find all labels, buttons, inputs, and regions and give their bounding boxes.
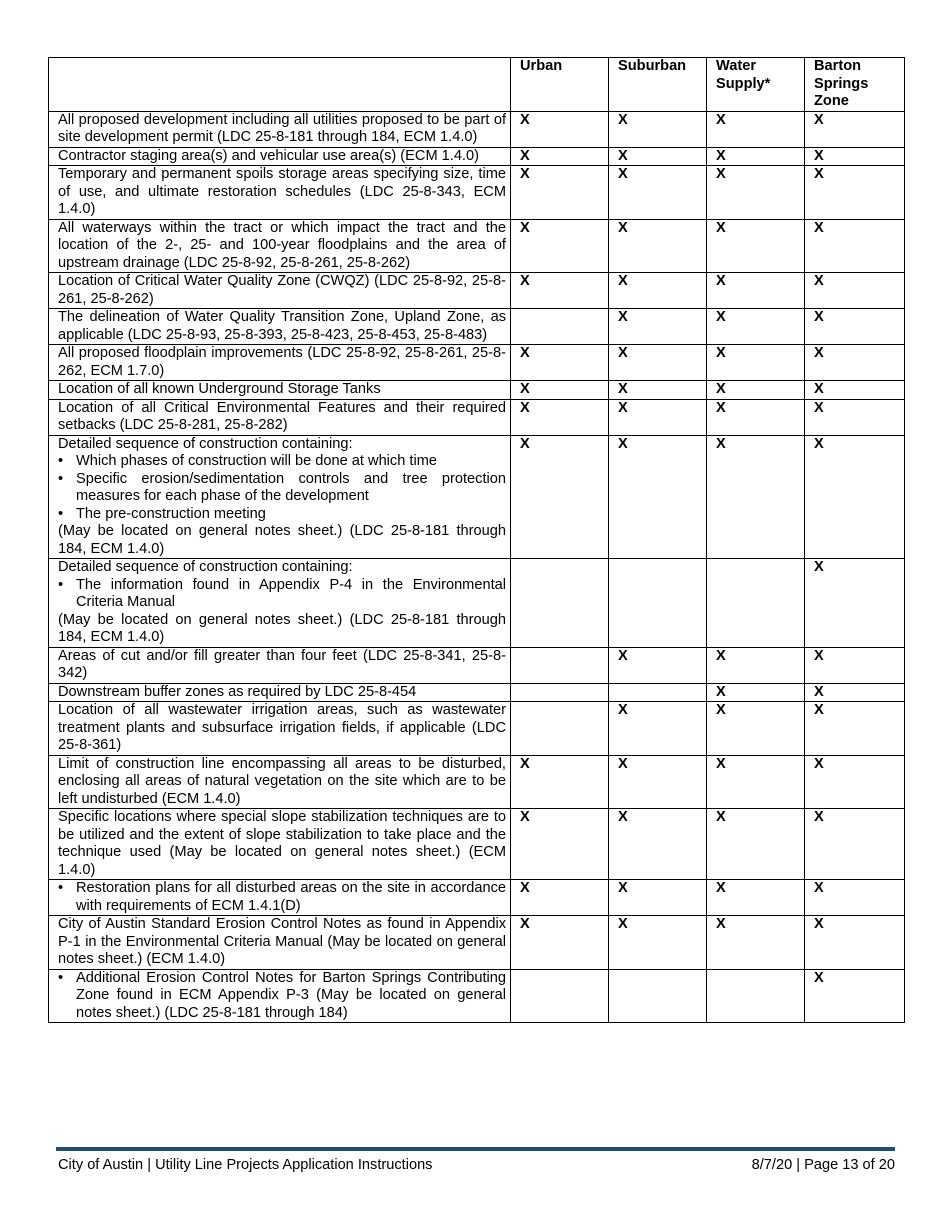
description-text: Temporary and permanent spoils storage areas specifying size, time of use, and ultimate restoration schedules (LDC 25-8-343, ECM 1.4.0) (58, 166, 506, 217)
table-header-row (49, 58, 905, 112)
mark-water-supply: X (707, 399, 805, 435)
footer-page-info: 8/7/20 | Page 13 of 20 (751, 1157, 895, 1173)
requirement-description (49, 219, 511, 273)
mark-urban (511, 559, 609, 648)
requirement-description (49, 147, 511, 166)
table-row (49, 916, 905, 970)
mark-suburban: X (609, 880, 707, 916)
requirement-description (49, 755, 511, 809)
requirement-description (49, 647, 511, 683)
requirement-description (49, 111, 511, 147)
mark-suburban: X (609, 435, 707, 559)
table-row (49, 809, 905, 880)
requirement-description (49, 683, 511, 702)
mark-urban: X (511, 755, 609, 809)
description-text: Areas of cut and/or fill greater than four feet (LDC 25-8-341, 25-8-342) (58, 647, 506, 681)
mark-water-supply: X (707, 273, 805, 309)
bullet-item (58, 880, 506, 915)
mark-barton-springs-zone: X (805, 647, 905, 683)
mark-suburban: X (609, 166, 707, 220)
requirement-description (49, 809, 511, 880)
mark-water-supply: X (707, 345, 805, 381)
table-row (49, 111, 905, 147)
table-row (49, 147, 905, 166)
table-row (49, 435, 905, 559)
mark-water-supply: X (707, 381, 805, 400)
description-text: (May be located on general notes sheet.) (LDC 25-8-181 through 184, ECM 1.4.0) (58, 523, 506, 557)
mark-water-supply (707, 559, 805, 648)
mark-water-supply: X (707, 683, 805, 702)
description-text: All waterways within the tract or which impact the tract and the location of the 2-, 25- and 100-year floodplains and the area of upstream drainage (LDC 25-8-92, 25-8-261, 25-8-262) (58, 219, 506, 271)
mark-urban: X (511, 381, 609, 400)
mark-barton-springs-zone: X (805, 916, 905, 970)
footer-title: City of Austin | Utility Line Projects Application Instructions (58, 1157, 433, 1173)
bullet-item (58, 577, 506, 612)
mark-suburban (609, 559, 707, 648)
mark-urban: X (511, 916, 609, 970)
bullet-icon: • (58, 470, 64, 487)
requirement-description (49, 702, 511, 756)
mark-water-supply: X (707, 147, 805, 166)
description-text: Specific locations where special slope stabilization techniques are to be utilized and the extent of slope stabilization to take place and the technique used (May be located on general notes sheet.) (ECM 1.4.0) (58, 809, 506, 878)
mark-suburban: X (609, 702, 707, 756)
mark-suburban (609, 683, 707, 702)
bullet-icon: • (58, 453, 64, 469)
mark-urban: X (511, 809, 609, 880)
mark-water-supply: X (707, 755, 805, 809)
description-text: Location of all Critical Environmental Features and their required setbacks (LDC 25-8-281, 25-8-282) (58, 399, 506, 433)
description-text: Downstream buffer zones as required by LDC 25-8-454 (58, 683, 417, 700)
mark-water-supply: X (707, 809, 805, 880)
mark-water-supply (707, 969, 805, 1023)
header-water-supply: Water Supply* (707, 58, 805, 112)
mark-water-supply: X (707, 309, 805, 345)
mark-barton-springs-zone: X (805, 309, 905, 345)
mark-urban: X (511, 219, 609, 273)
description-text: City of Austin Standard Erosion Control Notes as found in Appendix P-1 in the Environmental Criteria Manual (May be located on general notes sheet.) (ECM 1.4.0) (58, 916, 506, 967)
requirement-description (49, 969, 511, 1023)
bullet-item (58, 970, 506, 1023)
mark-suburban: X (609, 916, 707, 970)
mark-water-supply: X (707, 166, 805, 220)
mark-barton-springs-zone: X (805, 809, 905, 880)
bullet-text: Restoration plans for all disturbed areas on the site in accordance with requirements of ECM 1.4.1(D) (76, 880, 506, 914)
table-row (49, 273, 905, 309)
mark-urban: X (511, 166, 609, 220)
bullet-text: Which phases of construction will be done at which time (76, 453, 437, 469)
table-body (49, 111, 905, 1023)
table-row (49, 309, 905, 345)
bullet-item (58, 471, 506, 506)
mark-suburban: X (609, 345, 707, 381)
mark-urban: X (511, 111, 609, 147)
requirement-description (49, 381, 511, 400)
header-barton-springs-zone: Barton Springs Zone (805, 58, 905, 112)
description-text: The delineation of Water Quality Transition Zone, Upland Zone, as applicable (LDC 25-8-93, 25-8-393, 25-8-423, 25-8-453, 25-8-483) (58, 309, 506, 343)
bullet-icon: • (58, 576, 64, 593)
mark-barton-springs-zone: X (805, 345, 905, 381)
mark-urban: X (511, 273, 609, 309)
mark-urban: X (511, 345, 609, 381)
header-suburban: Suburban (609, 58, 707, 112)
bullet-text: Additional Erosion Control Notes for Barton Springs Contributing Zone found in ECM Appendix P-3 (May be located on general notes sheet.) (LDC 25-8-181 through 184) (76, 969, 506, 1021)
mark-urban (511, 647, 609, 683)
mark-urban (511, 683, 609, 702)
requirements-table (48, 57, 905, 1023)
mark-barton-springs-zone: X (805, 683, 905, 702)
mark-urban: X (511, 880, 609, 916)
mark-urban (511, 969, 609, 1023)
mark-barton-springs-zone: X (805, 381, 905, 400)
bullet-text: The information found in Appendix P-4 in the Environmental Criteria Manual (76, 576, 506, 610)
description-text: (May be located on general notes sheet.) (LDC 25-8-181 through 184, ECM 1.4.0) (58, 611, 506, 645)
bullet-item (58, 506, 506, 524)
bullet-item (58, 453, 506, 471)
mark-barton-springs-zone: X (805, 147, 905, 166)
mark-barton-springs-zone: X (805, 166, 905, 220)
header-urban: Urban (511, 58, 609, 112)
mark-water-supply: X (707, 647, 805, 683)
description-text: Location of all known Underground Storage Tanks (58, 381, 381, 397)
mark-barton-springs-zone: X (805, 559, 905, 648)
mark-suburban: X (609, 399, 707, 435)
requirement-description (49, 399, 511, 435)
bullet-icon: • (58, 969, 64, 986)
description-text: Location of Critical Water Quality Zone (CWQZ) (LDC 25-8-92, 25-8-261, 25-8-262) (58, 273, 506, 307)
description-text: All proposed floodplain improvements (LDC 25-8-92, 25-8-261, 25-8-262, ECM 1.7.0) (58, 345, 506, 379)
mark-suburban: X (609, 647, 707, 683)
mark-barton-springs-zone: X (805, 969, 905, 1023)
mark-water-supply: X (707, 111, 805, 147)
mark-urban (511, 309, 609, 345)
requirement-description (49, 880, 511, 916)
table-row (49, 880, 905, 916)
mark-suburban: X (609, 147, 707, 166)
mark-water-supply: X (707, 916, 805, 970)
mark-suburban: X (609, 309, 707, 345)
table-row (49, 755, 905, 809)
bullet-text: The pre-construction meeting (76, 505, 266, 522)
requirement-description (49, 273, 511, 309)
requirement-description (49, 435, 511, 559)
description-text: Detailed sequence of construction containing: (58, 559, 353, 575)
mark-suburban: X (609, 809, 707, 880)
description-text: All proposed development including all utilities proposed to be part of site development permit (LDC 25-8-181 through 184, ECM 1.4.0) (58, 111, 506, 145)
description-text: Detailed sequence of construction containing: (58, 435, 353, 452)
mark-barton-springs-zone: X (805, 755, 905, 809)
mark-barton-springs-zone: X (805, 880, 905, 916)
mark-water-supply: X (707, 880, 805, 916)
table-row (49, 166, 905, 220)
description-text: Limit of construction line encompassing all areas to be disturbed, enclosing all areas of natural vegetation on the site which are to be left undisturbed (ECM 1.4.0) (58, 755, 506, 807)
mark-suburban: X (609, 111, 707, 147)
mark-suburban: X (609, 219, 707, 273)
table-row (49, 381, 905, 400)
table-row (49, 683, 905, 702)
table-row (49, 399, 905, 435)
mark-urban: X (511, 435, 609, 559)
table-row (49, 647, 905, 683)
mark-barton-springs-zone: X (805, 435, 905, 559)
mark-urban: X (511, 147, 609, 166)
mark-suburban (609, 969, 707, 1023)
table-row (49, 969, 905, 1023)
mark-suburban: X (609, 273, 707, 309)
table-row (49, 219, 905, 273)
mark-barton-springs-zone: X (805, 399, 905, 435)
mark-water-supply: X (707, 702, 805, 756)
requirement-description (49, 166, 511, 220)
requirement-description (49, 345, 511, 381)
mark-barton-springs-zone: X (805, 702, 905, 756)
mark-barton-springs-zone: X (805, 219, 905, 273)
table-row (49, 345, 905, 381)
mark-barton-springs-zone: X (805, 111, 905, 147)
requirement-description (49, 559, 511, 648)
header-description (49, 58, 511, 112)
mark-urban: X (511, 399, 609, 435)
mark-water-supply: X (707, 435, 805, 559)
bullet-text: Specific erosion/sedimentation controls and tree protection measures for each phase of the development (76, 470, 506, 504)
mark-barton-springs-zone: X (805, 273, 905, 309)
requirement-description (49, 309, 511, 345)
description-text: Contractor staging area(s) and vehicular use area(s) (ECM 1.4.0) (58, 147, 479, 164)
description-text: Location of all wastewater irrigation areas, such as wastewater treatment plants and subsurface irrigation fields, if applicable (LDC 25-8-361) (58, 702, 506, 753)
requirement-description (49, 916, 511, 970)
bullet-icon: • (58, 880, 64, 896)
mark-water-supply: X (707, 219, 805, 273)
bullet-icon: • (58, 505, 64, 522)
mark-urban (511, 702, 609, 756)
mark-suburban: X (609, 381, 707, 400)
table-row (49, 559, 905, 648)
footer-bar (56, 1147, 895, 1151)
mark-suburban: X (609, 755, 707, 809)
table-row (49, 702, 905, 756)
